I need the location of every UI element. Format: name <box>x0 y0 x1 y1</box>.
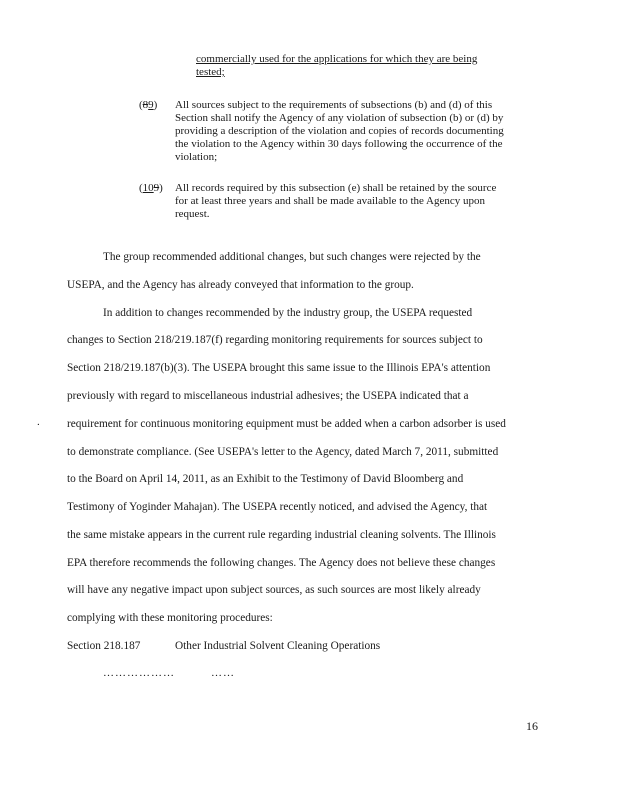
paragraph-2-line-4: previously with regard to miscellaneous industrial adhesives; the USEPA indicated that a <box>67 390 469 402</box>
item-7-continuation-line-1: commercially used for the applications for which they are being <box>196 53 478 65</box>
paragraph-1-line-1: The group recommended additional changes, but such changes were rejected by the <box>103 251 481 263</box>
item-8-number: (89) <box>139 99 158 111</box>
paragraph-2-line-5: requirement for continuous monitoring equipment must be added when a carbon adsorber is used <box>67 418 506 430</box>
item-9-line-3: request. <box>175 208 210 220</box>
item-8-line-4: the violation to the Agency within 30 days following the occurrence of the <box>175 138 503 150</box>
paragraph-2-line-11: will have any negative impact upon subject sources, as such sources are most likely already <box>67 584 481 596</box>
page-number: 16 <box>526 719 538 733</box>
paragraph-1-line-2: USEPA, and the Agency has already conveyed that information to the group. <box>67 279 414 291</box>
item-9-line-2: for at least three years and shall be made available to the Agency upon <box>175 195 486 207</box>
item-9-new-number: 10 <box>142 182 154 194</box>
item-8-old-number: 8 <box>142 99 149 111</box>
item-8-line-2: Section shall notify the Agency of any violation of subsection (b) or (d) by <box>175 112 504 124</box>
paragraph-2-line-12: complying with these monitoring procedures: <box>67 612 273 624</box>
item-8-line-3: providing a description of the violation and copies of records documenting <box>175 125 504 137</box>
item-7-continuation-line-2: tested; <box>196 66 225 78</box>
item-9-paren: ) <box>159 182 163 194</box>
paragraph-2-line-3: Section 218/219.187(b)(3). The USEPA brought this same issue to the Illinois EPA's attention <box>67 362 491 374</box>
item-8-new-number: 9 <box>148 99 154 111</box>
item-9-line-1: All records required by this subsection (e) shall be retained by the source <box>175 182 497 194</box>
paragraph-2-line-10: EPA therefore recommends the following changes. The Agency does not believe these changes <box>67 557 496 569</box>
item-8-line-5: violation; <box>175 151 218 163</box>
item-8-line-1: All sources subject to the requirements of subsections (b) and (d) of this <box>175 99 493 111</box>
item-9-old-number: 9 <box>153 182 160 194</box>
paragraph-2-line-2: changes to Section 218/219.187(f) regarding monitoring requirements for sources subject to <box>67 334 483 346</box>
item-9-number: (109) <box>139 182 163 194</box>
margin-mark: . <box>37 416 40 428</box>
paragraph-2-line-9: the same mistake appears in the current rule regarding industrial cleaning solvents. The Illinois <box>67 529 496 541</box>
paragraph-2-line-7: to the Board on April 14, 2011, as an Exhibit to the Testimony of David Bloomberg and <box>67 473 464 485</box>
ellipsis-1: ……………… <box>103 667 175 679</box>
section-number: Section 218.187 <box>67 640 141 652</box>
ellipsis-2: …… <box>211 667 235 679</box>
paragraph-2-line-8: Testimony of Yoginder Mahajan). The USEPA recently noticed, and advised the Agency, that <box>67 501 488 513</box>
section-title: Other Industrial Solvent Cleaning Operations <box>175 640 381 652</box>
paragraph-2-line-6: to demonstrate compliance. (See USEPA's letter to the Agency, dated March 7, 2011, submitted <box>67 446 499 458</box>
item-8-paren: ) <box>153 99 158 111</box>
paragraph-2-line-1: In addition to changes recommended by the industry group, the USEPA requested <box>103 307 473 319</box>
